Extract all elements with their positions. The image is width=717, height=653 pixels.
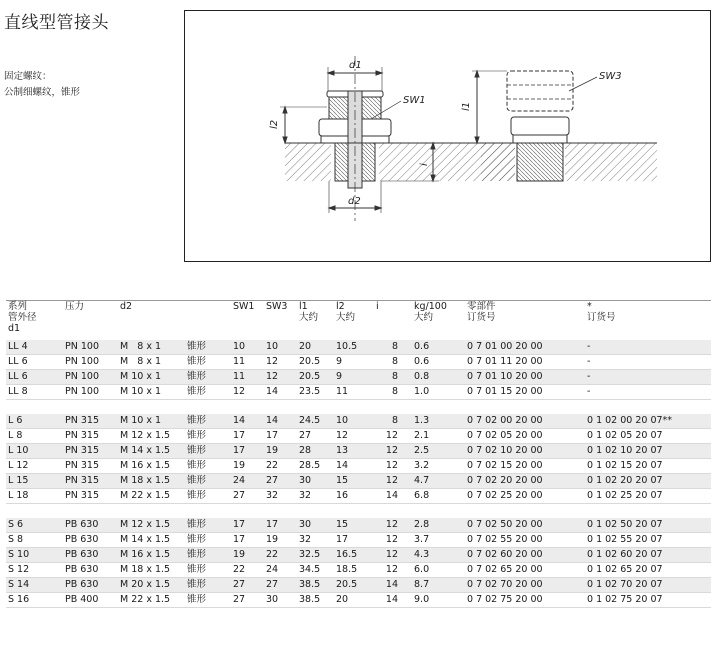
cell-part-number: 0 7 01 10 20 00 — [465, 370, 585, 385]
header-i: i — [376, 301, 379, 312]
cell-series: L 6 — [6, 414, 63, 429]
cell-pressure: PN 100 — [63, 385, 118, 400]
cell-l1: 20 — [297, 340, 334, 355]
group-spacer — [6, 504, 711, 519]
cell-pressure: PN 315 — [63, 444, 118, 459]
cell-pressure: PN 315 — [63, 489, 118, 504]
cell-sw3: 27 — [264, 474, 297, 489]
cell-series: L 8 — [6, 429, 63, 444]
cell-part-number: 0 7 01 11 20 00 — [465, 355, 585, 370]
header-l2: l2 大约 — [336, 301, 356, 323]
cell-order-number: 0 1 02 15 20 07 — [585, 459, 711, 474]
cell-sw3: 19 — [264, 444, 297, 459]
thread-size: M 14 x 1.5 — [120, 445, 171, 456]
header-l1: l1 大约 — [299, 301, 319, 323]
thread-size: M 22 x 1.5 — [120, 490, 171, 501]
cell-sw3: 27 — [264, 578, 297, 593]
cell-i: 12 — [374, 518, 412, 533]
header-part-number: 零部件 订货号 — [467, 301, 496, 323]
cell-l1: 28.5 — [297, 459, 334, 474]
cell-i: 8 — [374, 385, 412, 400]
label-l1: l1 — [461, 101, 472, 111]
cell-l1: 38.5 — [297, 578, 334, 593]
cell-i: 12 — [374, 533, 412, 548]
thread-size: M 18 x 1.5 — [120, 475, 171, 486]
cell-sw1: 19 — [231, 459, 264, 474]
cell-order-number: 0 1 02 55 20 07 — [585, 533, 711, 548]
cell-pressure: PB 630 — [63, 548, 118, 563]
table-row — [6, 474, 711, 489]
cell-l1: 30 — [297, 518, 334, 533]
table-row — [6, 459, 711, 474]
cell-sw3: 14 — [264, 414, 297, 429]
cell-series: LL 6 — [6, 355, 63, 370]
cell-d2 — [118, 340, 231, 355]
cell-sw1: 10 — [231, 340, 264, 355]
cell-l1: 30 — [297, 474, 334, 489]
cell-i: 12 — [374, 444, 412, 459]
cell-series: S 16 — [6, 593, 63, 608]
cell-kg: 2.5 — [412, 444, 465, 459]
cell-i: 8 — [374, 340, 412, 355]
header-sw1: SW1 — [233, 301, 255, 312]
thread-size: M 16 x 1.5 — [120, 549, 171, 560]
cell-d2 — [118, 548, 231, 563]
spacer-cell — [6, 400, 711, 415]
cell-sw1: 17 — [231, 533, 264, 548]
cell-kg: 6.8 — [412, 489, 465, 504]
cell-sw1: 14 — [231, 414, 264, 429]
cell-l1: 32 — [297, 489, 334, 504]
thread-size: M 14 x 1.5 — [120, 534, 171, 545]
table-row — [6, 548, 711, 563]
cell-i: 12 — [374, 563, 412, 578]
table-row — [6, 429, 711, 444]
cell-kg: 3.2 — [412, 459, 465, 474]
cell-d2 — [118, 474, 231, 489]
cell-sw1: 17 — [231, 429, 264, 444]
cell-l2: 10.5 — [334, 340, 374, 355]
cell-l2: 20.5 — [334, 578, 374, 593]
cell-part-number: 0 7 01 15 20 00 — [465, 385, 585, 400]
cell-part-number: 0 7 02 00 20 00 — [465, 414, 585, 429]
taper-label: 锥形 — [187, 445, 207, 456]
taper-label: 锥形 — [187, 579, 207, 590]
cell-part-number: 0 7 02 15 20 00 — [465, 459, 585, 474]
taper-label: 锥形 — [187, 386, 207, 397]
table-row — [6, 414, 711, 429]
cell-part-number: 0 7 02 10 20 00 — [465, 444, 585, 459]
cell-sw3: 12 — [264, 370, 297, 385]
header-order-number: * 订货号 — [587, 301, 616, 323]
cell-sw1: 27 — [231, 578, 264, 593]
header-pressure: 压力 — [65, 301, 85, 312]
label-sw3: SW3 — [599, 71, 622, 82]
cell-l2: 12 — [334, 429, 374, 444]
thread-size: M 12 x 1.5 — [120, 519, 171, 530]
cell-l2: 10 — [334, 414, 374, 429]
taper-label: 锥形 — [187, 519, 207, 530]
cell-l2: 16 — [334, 489, 374, 504]
subtitle-thread-type: 固定螺纹： — [4, 71, 52, 82]
cell-order-number: 0 1 02 75 20 07 — [585, 593, 711, 608]
cell-sw1: 11 — [231, 370, 264, 385]
cell-series: S 8 — [6, 533, 63, 548]
cell-kg: 8.7 — [412, 578, 465, 593]
cell-pressure: PB 630 — [63, 533, 118, 548]
cell-l2: 13 — [334, 444, 374, 459]
cell-sw1: 24 — [231, 474, 264, 489]
taper-label: 锥形 — [187, 475, 207, 486]
cell-pressure: PN 315 — [63, 414, 118, 429]
taper-label: 锥形 — [187, 564, 207, 575]
cell-sw3: 17 — [264, 429, 297, 444]
cell-kg: 9.0 — [412, 593, 465, 608]
cell-sw3: 12 — [264, 355, 297, 370]
cell-kg: 2.8 — [412, 518, 465, 533]
cell-pressure: PB 630 — [63, 518, 118, 533]
label-d1: d1 — [349, 60, 362, 71]
cell-order-number: 0 1 02 00 20 07** — [585, 414, 711, 429]
cell-kg: 3.7 — [412, 533, 465, 548]
cell-series: S 14 — [6, 578, 63, 593]
cell-series: S 10 — [6, 548, 63, 563]
cell-kg: 6.0 — [412, 563, 465, 578]
cell-i: 12 — [374, 429, 412, 444]
cell-l1: 32.5 — [297, 548, 334, 563]
cell-sw3: 10 — [264, 340, 297, 355]
cell-order-number: 0 1 02 50 20 07 — [585, 518, 711, 533]
cell-l1: 32 — [297, 533, 334, 548]
header-sw3: SW3 — [266, 301, 288, 312]
label-sw1: SW1 — [403, 95, 426, 106]
cell-series: LL 4 — [6, 340, 63, 355]
thread-size: M 20 x 1.5 — [120, 579, 171, 590]
cell-sw3: 17 — [264, 518, 297, 533]
cell-sw3: 32 — [264, 489, 297, 504]
cell-sw3: 22 — [264, 459, 297, 474]
cell-l1: 38.5 — [297, 593, 334, 608]
cell-kg: 1.0 — [412, 385, 465, 400]
cell-order-number: 0 1 02 10 20 07 — [585, 444, 711, 459]
cell-order-number: 0 1 02 25 20 07 — [585, 489, 711, 504]
cell-i: 14 — [374, 578, 412, 593]
header-d2: d2 — [120, 301, 133, 312]
taper-label: 锥形 — [187, 534, 207, 545]
group-spacer — [6, 400, 711, 415]
section-view — [280, 56, 517, 221]
cell-d2 — [118, 414, 231, 429]
cell-l2: 14 — [334, 459, 374, 474]
cell-pressure: PN 315 — [63, 474, 118, 489]
cell-l1: 28 — [297, 444, 334, 459]
cell-kg: 0.6 — [412, 355, 465, 370]
cell-l2: 15 — [334, 474, 374, 489]
label-d2: d2 — [348, 196, 361, 207]
cell-sw1: 19 — [231, 548, 264, 563]
cell-d2 — [118, 533, 231, 548]
cell-series: L 15 — [6, 474, 63, 489]
external-view — [472, 71, 657, 181]
thread-size: M 16 x 1.5 — [120, 460, 171, 471]
cell-i: 12 — [374, 459, 412, 474]
taper-label: 锥形 — [187, 415, 207, 426]
cell-sw3: 19 — [264, 533, 297, 548]
cell-pressure: PB 630 — [63, 563, 118, 578]
cell-d2 — [118, 385, 231, 400]
table-row — [6, 593, 711, 608]
cell-l2: 9 — [334, 370, 374, 385]
cell-d2 — [118, 355, 231, 370]
table-row — [6, 489, 711, 504]
taper-label: 锥形 — [187, 371, 207, 382]
cell-order-number: - — [585, 340, 711, 355]
cell-order-number: 0 1 02 60 20 07 — [585, 548, 711, 563]
cell-kg: 1.3 — [412, 414, 465, 429]
table-row — [6, 444, 711, 459]
cell-pressure: PB 630 — [63, 578, 118, 593]
table-row — [6, 578, 711, 593]
cell-l2: 15 — [334, 518, 374, 533]
cell-l1: 24.5 — [297, 414, 334, 429]
thread-size: M 10 x 1 — [120, 386, 162, 397]
cell-l1: 34.5 — [297, 563, 334, 578]
cell-sw3: 24 — [264, 563, 297, 578]
cell-sw1: 27 — [231, 489, 264, 504]
cell-series: LL 6 — [6, 370, 63, 385]
cell-part-number: 0 7 02 70 20 00 — [465, 578, 585, 593]
label-l2: l2 — [269, 119, 280, 129]
cell-kg: 2.1 — [412, 429, 465, 444]
page-title: 直线型管接头 — [4, 13, 109, 33]
cell-order-number: 0 1 02 20 20 07 — [585, 474, 711, 489]
cell-series: L 10 — [6, 444, 63, 459]
cell-l2: 17 — [334, 533, 374, 548]
taper-label: 锥形 — [187, 341, 207, 352]
cell-d2 — [118, 518, 231, 533]
cell-series: S 6 — [6, 518, 63, 533]
table-row — [6, 340, 711, 355]
cell-pressure: PN 315 — [63, 459, 118, 474]
cell-i: 8 — [374, 370, 412, 385]
cell-sw3: 22 — [264, 548, 297, 563]
cell-series: L 12 — [6, 459, 63, 474]
cell-part-number: 0 7 02 55 20 00 — [465, 533, 585, 548]
cell-d2 — [118, 489, 231, 504]
table-row — [6, 563, 711, 578]
spacer-cell — [6, 504, 711, 519]
thread-size: M 10 x 1 — [120, 371, 162, 382]
taper-label: 锥形 — [187, 594, 207, 605]
header-kg: kg/100 大约 — [414, 301, 447, 323]
cell-part-number: 0 7 02 05 20 00 — [465, 429, 585, 444]
taper-label: 锥形 — [187, 549, 207, 560]
taper-label: 锥形 — [187, 430, 207, 441]
taper-label: 锥形 — [187, 460, 207, 471]
cell-i: 8 — [374, 414, 412, 429]
cell-pressure: PN 315 — [63, 429, 118, 444]
cell-sw1: 12 — [231, 385, 264, 400]
table-row — [6, 370, 711, 385]
cell-part-number: 0 7 01 00 20 00 — [465, 340, 585, 355]
table-row — [6, 355, 711, 370]
cell-part-number: 0 7 02 25 20 00 — [465, 489, 585, 504]
taper-label: 锥形 — [187, 490, 207, 501]
cell-l1: 27 — [297, 429, 334, 444]
cell-l1: 20.5 — [297, 370, 334, 385]
thread-size: M 18 x 1.5 — [120, 564, 171, 575]
cell-l2: 11 — [334, 385, 374, 400]
cell-order-number: - — [585, 355, 711, 370]
cell-l2: 9 — [334, 355, 374, 370]
cell-pressure: PB 400 — [63, 593, 118, 608]
cell-d2 — [118, 593, 231, 608]
cell-d2 — [118, 429, 231, 444]
cell-kg: 4.3 — [412, 548, 465, 563]
technical-drawing-frame — [184, 10, 711, 262]
cell-sw1: 17 — [231, 444, 264, 459]
thread-size: M 22 x 1.5 — [120, 594, 171, 605]
cell-order-number: - — [585, 385, 711, 400]
thread-size: M 10 x 1 — [120, 415, 162, 426]
table-header — [6, 301, 711, 341]
specifications-table — [6, 300, 711, 608]
cell-i: 8 — [374, 355, 412, 370]
table-row — [6, 518, 711, 533]
cell-kg: 0.8 — [412, 370, 465, 385]
cell-kg: 0.6 — [412, 340, 465, 355]
cell-pressure: PN 100 — [63, 340, 118, 355]
table-body — [6, 340, 711, 608]
cell-i: 14 — [374, 593, 412, 608]
cell-series: L 18 — [6, 489, 63, 504]
cell-part-number: 0 7 02 20 20 00 — [465, 474, 585, 489]
cell-l2: 16.5 — [334, 548, 374, 563]
cell-part-number: 0 7 02 50 20 00 — [465, 518, 585, 533]
thread-size: M 12 x 1.5 — [120, 430, 171, 441]
cell-d2 — [118, 578, 231, 593]
cell-sw1: 27 — [231, 593, 264, 608]
fitting-drawing — [185, 11, 710, 261]
cell-i: 14 — [374, 489, 412, 504]
cell-i: 12 — [374, 474, 412, 489]
subtitle-thread-spec: 公制细螺纹，锥形 — [4, 87, 81, 98]
cell-l1: 23.5 — [297, 385, 334, 400]
cell-pressure: PN 100 — [63, 355, 118, 370]
cell-i: 12 — [374, 548, 412, 563]
table-row — [6, 385, 711, 400]
cell-d2 — [118, 370, 231, 385]
thread-size: M 8 x 1 — [120, 341, 162, 352]
header-series: 系列 管外径 d1 — [8, 301, 37, 334]
cell-pressure: PN 100 — [63, 370, 118, 385]
cell-kg: 4.7 — [412, 474, 465, 489]
cell-order-number: - — [585, 370, 711, 385]
cell-part-number: 0 7 02 60 20 00 — [465, 548, 585, 563]
cell-series: LL 8 — [6, 385, 63, 400]
cell-part-number: 0 7 02 75 20 00 — [465, 593, 585, 608]
thread-size: M 8 x 1 — [120, 356, 162, 367]
cell-sw1: 17 — [231, 518, 264, 533]
taper-label: 锥形 — [187, 356, 207, 367]
label-i: i — [419, 163, 430, 166]
cell-sw1: 11 — [231, 355, 264, 370]
cell-l1: 20.5 — [297, 355, 334, 370]
cell-l2: 18.5 — [334, 563, 374, 578]
cell-sw3: 30 — [264, 593, 297, 608]
cell-l2: 20 — [334, 593, 374, 608]
cell-d2 — [118, 444, 231, 459]
cell-part-number: 0 7 02 65 20 00 — [465, 563, 585, 578]
cell-sw3: 14 — [264, 385, 297, 400]
cell-order-number: 0 1 02 05 20 07 — [585, 429, 711, 444]
cell-order-number: 0 1 02 65 20 07 — [585, 563, 711, 578]
cell-order-number: 0 1 02 70 20 07 — [585, 578, 711, 593]
cell-d2 — [118, 563, 231, 578]
cell-sw1: 22 — [231, 563, 264, 578]
cell-d2 — [118, 459, 231, 474]
table-row — [6, 533, 711, 548]
cell-series: S 12 — [6, 563, 63, 578]
